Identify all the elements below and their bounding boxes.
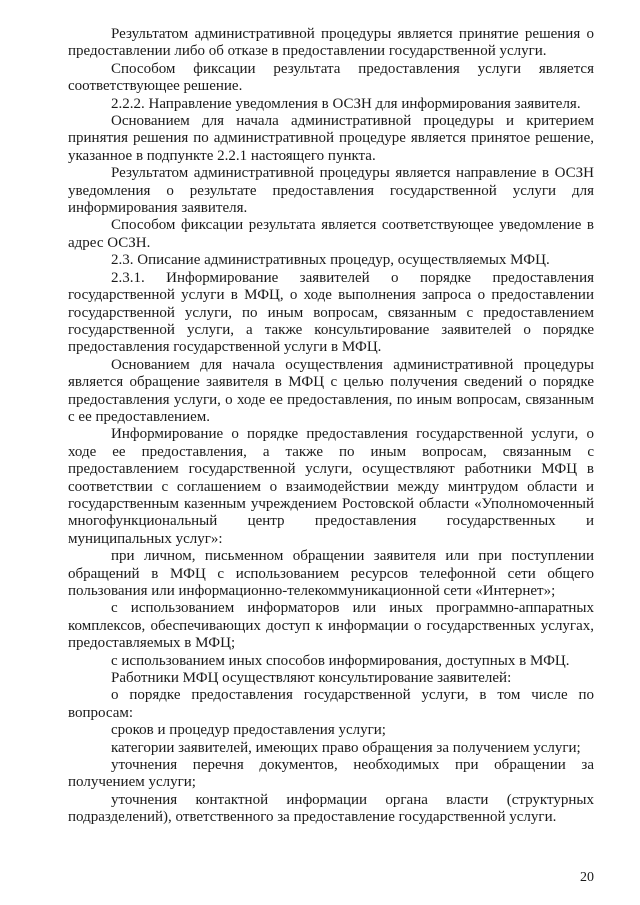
paragraph: с использованием иных способов информирования, доступных в МФЦ. [111, 652, 570, 669]
page-number: 20 [580, 870, 594, 885]
paragraph: Результатом административной процедуры является принятие решения о предоставлении либо об отказе в предоставлении государственной услуги. [68, 26, 594, 60]
paragraph: Результатом административной процедуры является направление в ОСЗН уведомления о результате предоставления государственной услуги для информирования заявителя. [68, 165, 594, 217]
paragraph: Информирование о порядке предоставления государственной услуги, о ходе ее предоставления, а также по иным вопросам, связанным с предоставлением государственной услуги, осуществляют работники МФЦ в соответствии с соглашением о взаимодействии между минтрудом области и государственным казенным учреждением Ростовской области «Уполномоченный многофункциональный центр предоставления государственных и муниципальных услуг»: [68, 426, 594, 547]
paragraph: Способом фиксации результата предоставления услуги является соответствующее решение. [68, 60, 594, 95]
paragraph: о порядке предоставления государственной услуги, в том числе по вопросам: [68, 687, 594, 721]
paragraph: 2.3.1. Информирование заявителей о порядке предоставления государственной услуги в МФЦ, о ходе выполнения запроса о предоставлении государственной услуги, по иным вопросам, связанным с предоставлением государственной услуги, а также консультирование заявителей о порядке предоставления государственной услуги в МФЦ. [68, 269, 594, 356]
paragraph: Основанием для начала осуществления административной процедуры является обращение заявителя в МФЦ с целью получения сведений о порядке предоставления услуги, о ходе ее предоставления, по иным вопросам, связанным с ее предоставлением. [68, 356, 594, 425]
paragraph: категории заявителей, имеющих право обращения за получением услуги; [111, 739, 581, 756]
paragraph: уточнения контактной информации органа власти (структурных подразделений), ответственного за предоставление государственной услуги. [68, 791, 594, 826]
paragraph: Способом фиксации результата является соответствующее уведомление в адрес ОСЗН. [68, 217, 594, 251]
paragraph: 2.3. Описание административных процедур, осуществляемых МФЦ. [111, 252, 550, 269]
document-page [68, 26, 594, 827]
paragraph: Работники МФЦ осуществляют консультирование заявителей: [111, 670, 512, 687]
paragraph: при личном, письменном обращении заявителя или при поступлении обращений в МФЦ с использованием ресурсов телефонной сети общего пользования или информационно-телекоммуникационной сети «Интернет»; [68, 548, 594, 599]
paragraph: 2.2.2. Направление уведомления в ОСЗН для информирования заявителя. [111, 95, 581, 112]
paragraph: уточнения перечня документов, необходимых при обращении за получением услуги; [68, 757, 594, 791]
paragraph: сроков и процедур предоставления услуги; [111, 722, 386, 739]
paragraph: Основанием для начала административной процедуры и критерием принятия решения по административной процедуре является принятое решение, указанное в подпункте 2.2.1 настоящего пункта. [68, 113, 594, 164]
paragraph: с использованием информаторов или иных программно-аппаратных комплексов, обеспечивающих доступ к информации о государственных услугах, предоставляемых в МФЦ; [68, 600, 594, 652]
